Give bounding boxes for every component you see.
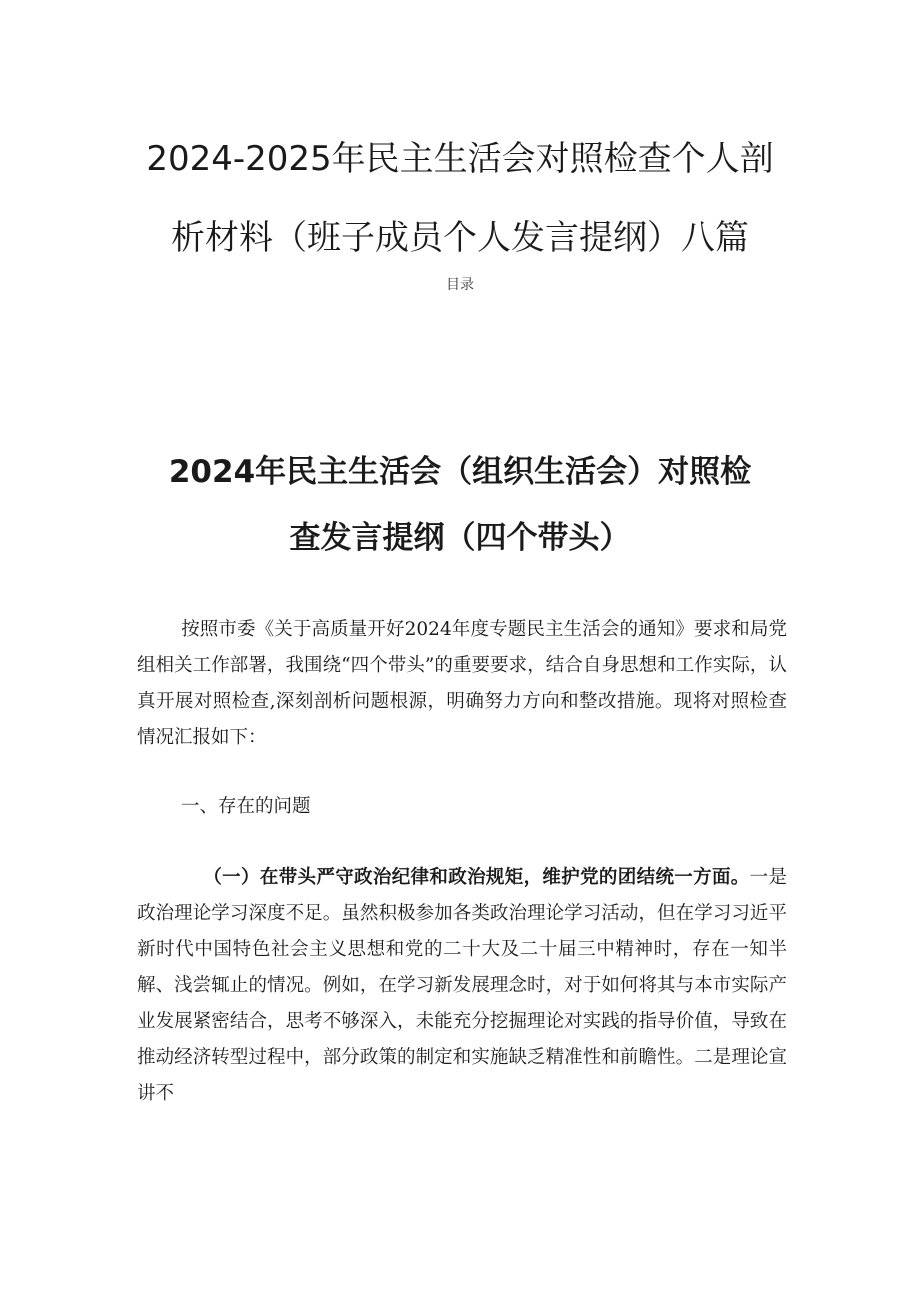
subheading-political-discipline: （一）在带头严守政治纪律和政治规矩，维护党的团结统一方面。 [203, 867, 750, 888]
document-title-line-2: 析材料（班子成员个人发言提纲）八篇 [171, 218, 749, 258]
table-of-contents-label[interactable]: 目录 [446, 277, 474, 293]
intro-paragraph-text: 按照市委《关于高质量开好2024年度专题民主生活会的通知》要求和局党组相关工作部署，我围绕“四个带头”的重要要求，结合自身思想和工作实际，认真开展对照检查,深刻剖析问题根源，明确努力方向和整改措施。现将对照检查情况汇报如下： [137, 619, 787, 748]
section-title-line-1: 2024年民主生活会（组织生活会）对照检 [168, 454, 752, 490]
problem-paragraph-text: 一是政治理论学习深度不足。虽然积极参加各类政治理论学习活动，但在学习习近平新时代中国特色社会主义思想和党的二十大及二十届三中精神时，存在一知半解、浅尝辄止的情况。例如，在学习新发展理念时，对于如何将其与本市实际产业发展紧密结合，思考不够深入，未能充分挖掘理论对实践的指导价值，导致在推动经济转型过程中，部分政策的制定和实施缺乏精准性和前瞻性。二是理论宣讲不 [137, 867, 787, 1104]
document-title-line-1: 2024-2025年民主生活会对照检查个人剖 [146, 139, 774, 179]
section-title-line-2: 查发言提纲（四个带头） [289, 520, 631, 556]
heading-existing-problems: 一、存在的问题 [181, 796, 311, 817]
problem-paragraph [137, 860, 787, 1112]
intro-paragraph [137, 612, 787, 756]
